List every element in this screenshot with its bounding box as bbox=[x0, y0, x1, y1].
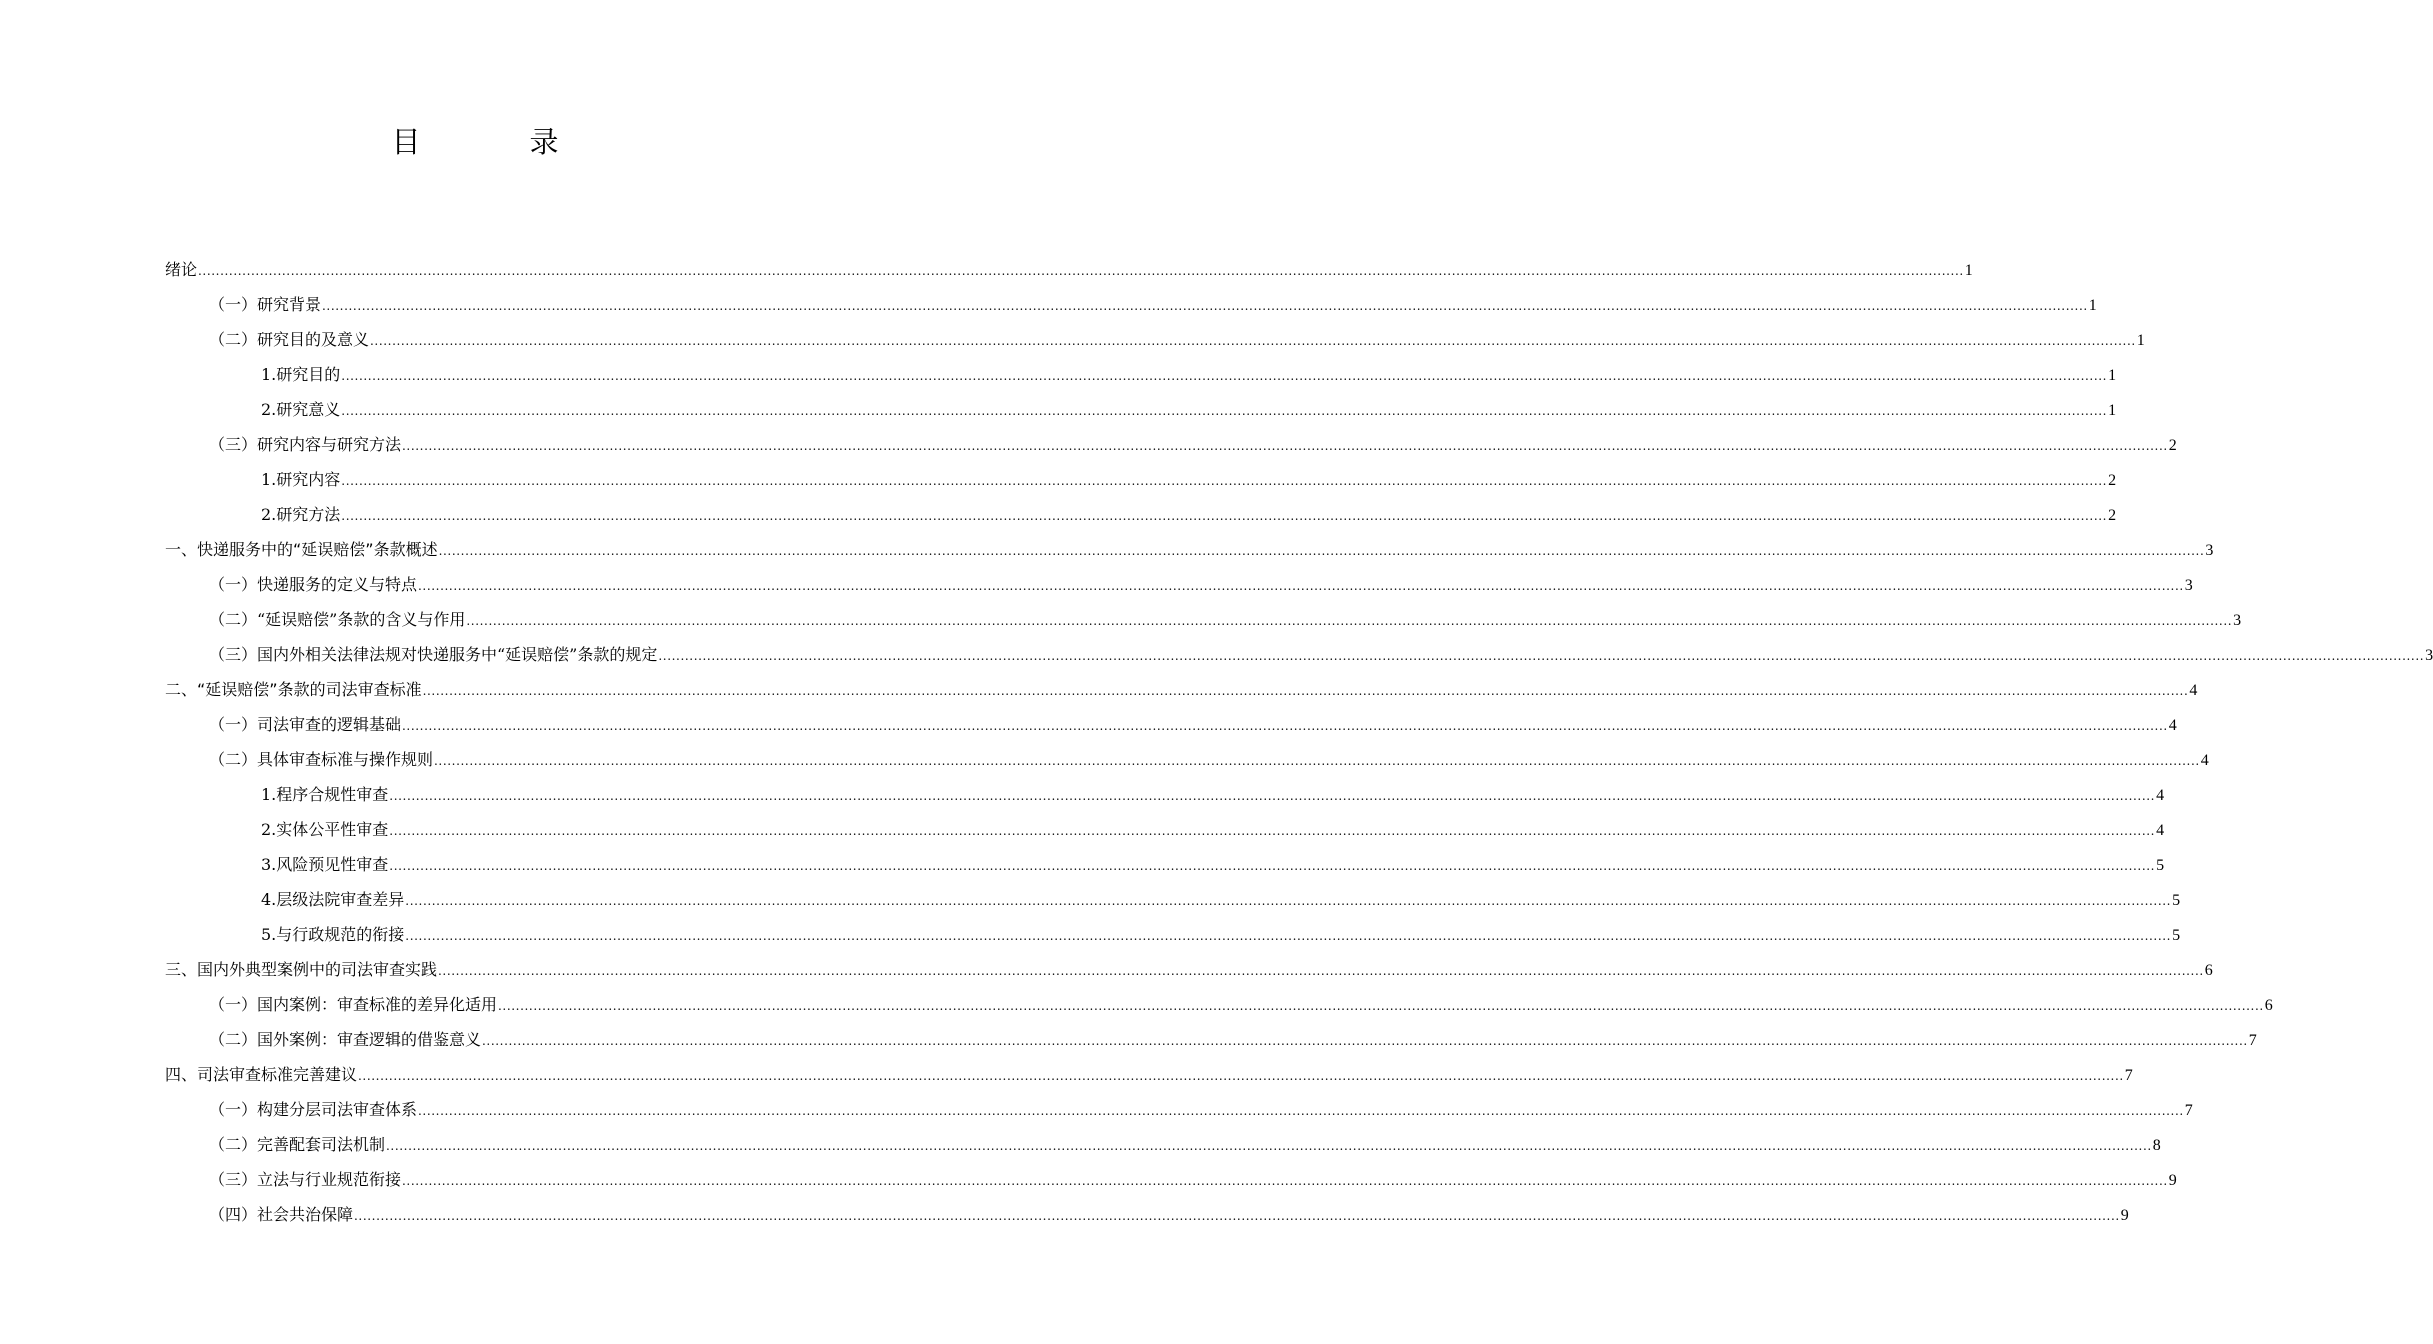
dot-leader: ................................................................................................................................................................................................................................................................................................................................................................................................................ bbox=[434, 754, 2200, 768]
toc-page-number: 1 bbox=[2088, 297, 2097, 314]
toc-entry-title: 四、司法审查标准完善建议 bbox=[165, 1065, 358, 1084]
toc-entry-title: 4.层级法院审查差异 bbox=[261, 890, 405, 909]
dot-leader: ................................................................................................................................................................................................................................................................................................................................................................................................................ bbox=[322, 299, 2088, 313]
toc-page-number: 3 bbox=[2233, 612, 2242, 629]
dot-leader: ................................................................................................................................................................................................................................................................................................................................................................................................................ bbox=[386, 1139, 2152, 1153]
toc-entry-title: 1.研究内容 bbox=[261, 470, 341, 489]
toc-entry[interactable] bbox=[165, 287, 2097, 322]
table-of-contents bbox=[165, 252, 2433, 1232]
toc-page-number: 6 bbox=[2204, 962, 2213, 979]
toc-entry[interactable] bbox=[165, 1092, 2193, 1127]
toc-page-number: 1 bbox=[1964, 262, 1973, 279]
dot-leader: ................................................................................................................................................................................................................................................................................................................................................................................................................ bbox=[498, 999, 2264, 1013]
toc-page-number: 4 bbox=[2189, 682, 2198, 699]
toc-page-number: 6 bbox=[2264, 997, 2273, 1014]
toc-entry[interactable] bbox=[165, 952, 2213, 987]
toc-entry[interactable] bbox=[165, 637, 2433, 672]
toc-entry-title: 2.研究方法 bbox=[261, 505, 341, 524]
dot-leader: ................................................................................................................................................................................................................................................................................................................................................................................................................ bbox=[438, 544, 2205, 558]
dot-leader: ................................................................................................................................................................................................................................................................................................................................................................................................................ bbox=[358, 1069, 2124, 1083]
dot-leader: ................................................................................................................................................................................................................................................................................................................................................................................................................ bbox=[405, 894, 2172, 908]
dot-leader: ................................................................................................................................................................................................................................................................................................................................................................................................................ bbox=[422, 684, 2189, 698]
toc-entry-title: （一）研究背景 bbox=[209, 295, 322, 314]
toc-entry[interactable] bbox=[165, 462, 2117, 497]
toc-entry-title: 1.程序合规性审查 bbox=[261, 785, 389, 804]
dot-leader: ................................................................................................................................................................................................................................................................................................................................................................................................................ bbox=[341, 404, 2108, 418]
dot-leader: ................................................................................................................................................................................................................................................................................................................................................................................................................ bbox=[418, 1104, 2184, 1118]
toc-entry[interactable] bbox=[165, 427, 2177, 462]
toc-entry[interactable] bbox=[165, 707, 2177, 742]
toc-entry-title: （三）国内外相关法律法规对快递服务中“延误赔偿”条款的规定 bbox=[209, 645, 658, 664]
toc-entry[interactable] bbox=[165, 1127, 2161, 1162]
toc-page-number: 1 bbox=[2108, 402, 2117, 419]
toc-page-number: 9 bbox=[2120, 1207, 2129, 1224]
toc-entry-title: （三）立法与行业规范衔接 bbox=[209, 1170, 402, 1189]
toc-entry[interactable] bbox=[165, 357, 2117, 392]
dot-leader: ................................................................................................................................................................................................................................................................................................................................................................................................................ bbox=[341, 509, 2108, 523]
toc-entry-title: （二）“延误赔偿”条款的含义与作用 bbox=[209, 610, 466, 629]
dot-leader: ................................................................................................................................................................................................................................................................................................................................................................................................................ bbox=[402, 719, 2168, 733]
toc-page-number: 4 bbox=[2168, 717, 2177, 734]
toc-page-number: 1 bbox=[2136, 332, 2145, 349]
toc-entry[interactable] bbox=[165, 1197, 2129, 1232]
toc-entry[interactable] bbox=[165, 672, 2198, 707]
toc-entry-title: 2.实体公平性审查 bbox=[261, 820, 389, 839]
toc-entry[interactable] bbox=[165, 252, 1973, 287]
toc-page-number: 8 bbox=[2152, 1137, 2161, 1154]
toc-entry-title: （一）司法审查的逻辑基础 bbox=[209, 715, 402, 734]
toc-entry-title: 二、“延误赔偿”条款的司法审查标准 bbox=[165, 680, 422, 699]
toc-entry[interactable] bbox=[165, 1162, 2177, 1197]
toc-entry[interactable] bbox=[165, 882, 2181, 917]
dot-leader: ................................................................................................................................................................................................................................................................................................................................................................................................................ bbox=[418, 579, 2184, 593]
toc-entry[interactable] bbox=[165, 917, 2181, 952]
toc-entry-title: 3.风险预见性审查 bbox=[261, 855, 389, 874]
toc-page-number: 7 bbox=[2124, 1067, 2133, 1084]
dot-leader: ................................................................................................................................................................................................................................................................................................................................................................................................................ bbox=[389, 824, 2156, 838]
toc-entry[interactable] bbox=[165, 497, 2117, 532]
dot-leader: ................................................................................................................................................................................................................................................................................................................................................................................................................ bbox=[402, 1174, 2168, 1188]
dot-leader: ................................................................................................................................................................................................................................................................................................................................................................................................................ bbox=[389, 859, 2156, 873]
toc-page-number: 7 bbox=[2184, 1102, 2193, 1119]
toc-entry-title: （一）构建分层司法审查体系 bbox=[209, 1100, 418, 1119]
toc-entry-title: （二）完善配套司法机制 bbox=[209, 1135, 386, 1154]
toc-entry-title: （二）研究目的及意义 bbox=[209, 330, 370, 349]
toc-entry-title: 绪论 bbox=[165, 260, 198, 279]
toc-entry[interactable] bbox=[165, 322, 2145, 357]
toc-entry-title: 一、快递服务中的“延误赔偿”条款概述 bbox=[165, 540, 438, 559]
toc-entry[interactable] bbox=[165, 532, 2214, 567]
toc-page-number: 9 bbox=[2168, 1172, 2177, 1189]
toc-entry-title: （一）快递服务的定义与特点 bbox=[209, 575, 418, 594]
toc-page-number: 5 bbox=[2156, 857, 2165, 874]
toc-entry-title: 1.研究目的 bbox=[261, 365, 341, 384]
toc-page-number: 5 bbox=[2172, 892, 2181, 909]
toc-page-number: 4 bbox=[2156, 787, 2165, 804]
toc-page-number: 3 bbox=[2205, 542, 2214, 559]
toc-entry-title: （一）国内案例：审查标准的差异化适用 bbox=[209, 995, 498, 1014]
toc-page-number: 4 bbox=[2156, 822, 2165, 839]
dot-leader: ................................................................................................................................................................................................................................................................................................................................................................................................................ bbox=[198, 264, 1964, 278]
dot-leader: ................................................................................................................................................................................................................................................................................................................................................................................................................ bbox=[402, 439, 2168, 453]
toc-entry-title: 2.研究意义 bbox=[261, 400, 341, 419]
toc-entry-title: （二）具体审查标准与操作规则 bbox=[209, 750, 434, 769]
toc-entry[interactable] bbox=[165, 567, 2193, 602]
toc-page-number: 2 bbox=[2108, 507, 2117, 524]
toc-page-number: 7 bbox=[2248, 1032, 2257, 1049]
dot-leader: ................................................................................................................................................................................................................................................................................................................................................................................................................ bbox=[405, 929, 2172, 943]
dot-leader: ................................................................................................................................................................................................................................................................................................................................................................................................................ bbox=[466, 614, 2233, 628]
toc-entry-title: 5.与行政规范的衔接 bbox=[261, 925, 405, 944]
toc-entry[interactable] bbox=[165, 987, 2273, 1022]
dot-leader: ................................................................................................................................................................................................................................................................................................................................................................................................................ bbox=[438, 964, 2204, 978]
dot-leader: ................................................................................................................................................................................................................................................................................................................................................................................................................ bbox=[354, 1209, 2120, 1223]
dot-leader: ................................................................................................................................................................................................................................................................................................................................................................................................................ bbox=[658, 649, 2425, 663]
toc-page-number: 2 bbox=[2108, 472, 2117, 489]
toc-entry[interactable] bbox=[165, 1022, 2257, 1057]
toc-entry-title: 三、国内外典型案例中的司法审查实践 bbox=[165, 960, 438, 979]
toc-entry-title: （二）国外案例：审查逻辑的借鉴意义 bbox=[209, 1030, 482, 1049]
toc-entry[interactable] bbox=[165, 602, 2242, 637]
toc-entry[interactable] bbox=[165, 777, 2165, 812]
toc-page-number: 3 bbox=[2425, 647, 2433, 664]
toc-entry[interactable] bbox=[165, 1057, 2133, 1092]
toc-page-number: 1 bbox=[2108, 367, 2117, 384]
toc-entry-title: （三）研究内容与研究方法 bbox=[209, 435, 402, 454]
toc-entry-title: （四）社会共治保障 bbox=[209, 1205, 354, 1224]
dot-leader: ................................................................................................................................................................................................................................................................................................................................................................................................................ bbox=[341, 474, 2108, 488]
toc-entry[interactable] bbox=[165, 847, 2165, 882]
toc-page-number: 5 bbox=[2172, 927, 2181, 944]
page-title: 目 录 bbox=[391, 125, 599, 159]
dot-leader: ................................................................................................................................................................................................................................................................................................................................................................................................................ bbox=[341, 369, 2108, 383]
toc-entry[interactable] bbox=[165, 812, 2165, 847]
dot-leader: ................................................................................................................................................................................................................................................................................................................................................................................................................ bbox=[389, 789, 2156, 803]
dot-leader: ................................................................................................................................................................................................................................................................................................................................................................................................................ bbox=[370, 334, 2136, 348]
toc-page-number: 4 bbox=[2200, 752, 2209, 769]
toc-entry[interactable] bbox=[165, 392, 2117, 427]
toc-entry[interactable] bbox=[165, 742, 2209, 777]
toc-page-number: 2 bbox=[2168, 437, 2177, 454]
toc-page-number: 3 bbox=[2184, 577, 2193, 594]
dot-leader: ................................................................................................................................................................................................................................................................................................................................................................................................................ bbox=[482, 1034, 2248, 1048]
